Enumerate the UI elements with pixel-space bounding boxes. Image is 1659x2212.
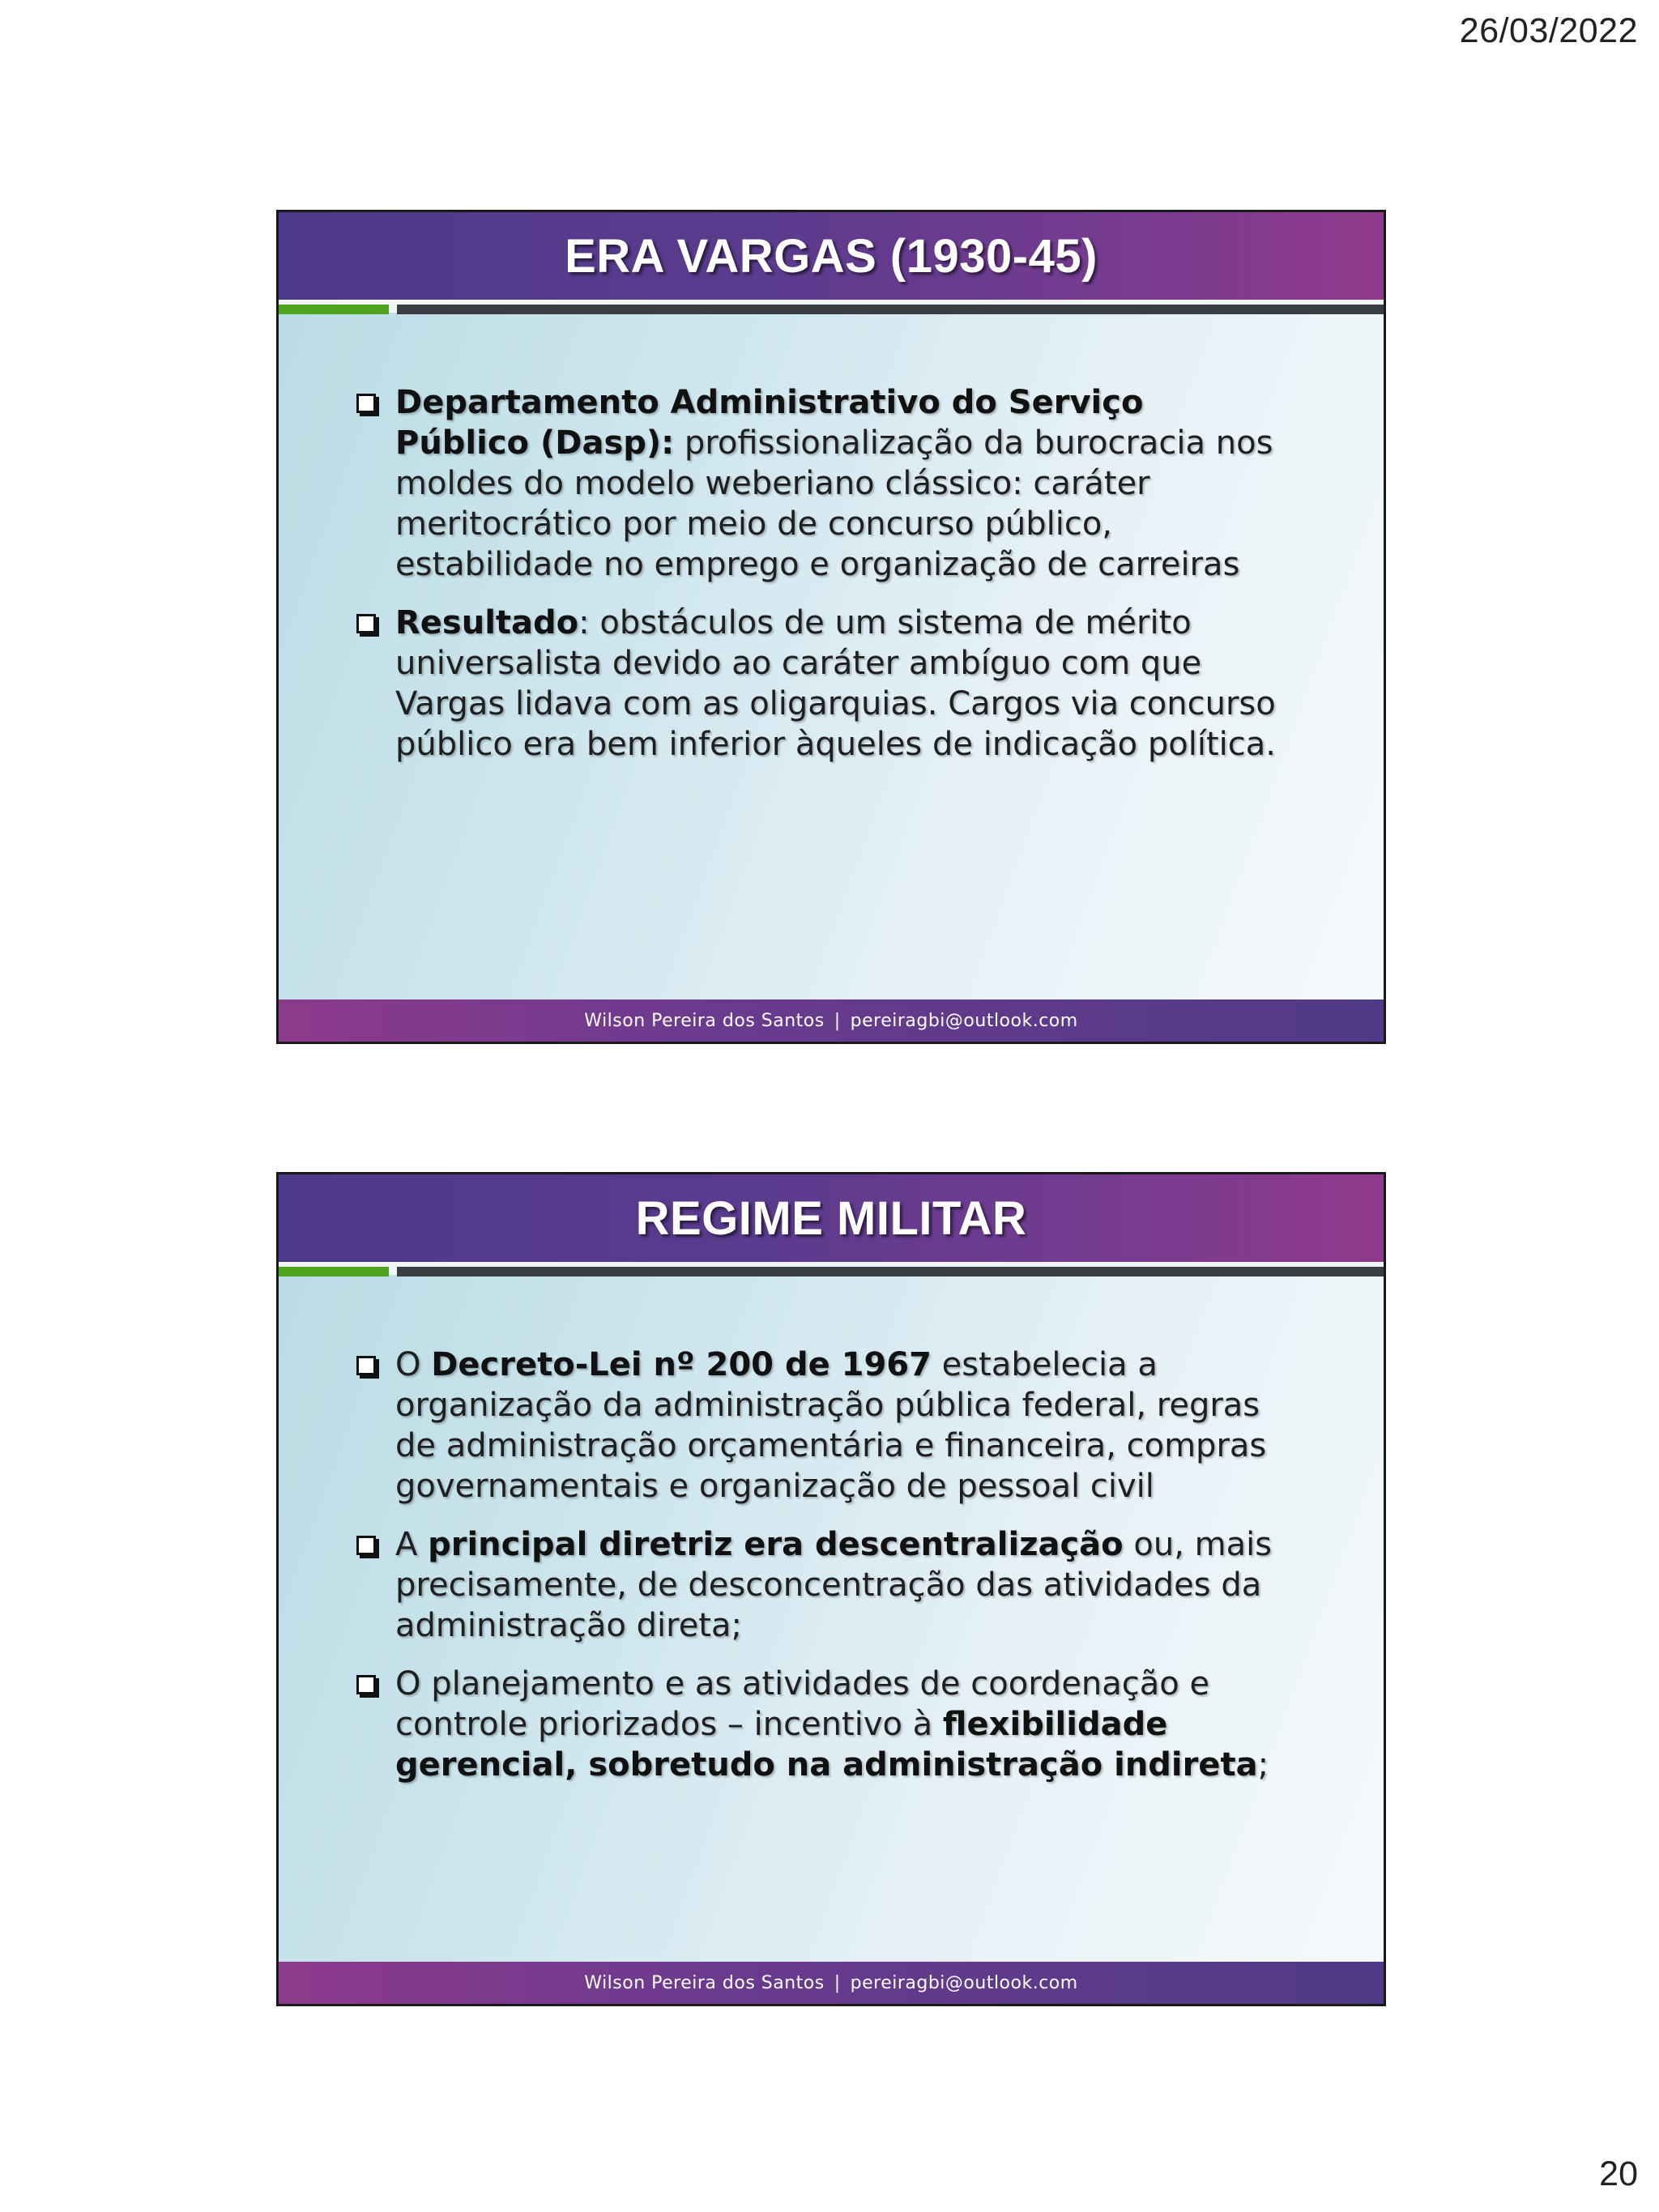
slide-era-vargas — [276, 210, 1386, 1044]
bullet-pre-text: O — [395, 1346, 432, 1383]
slide-footer — [279, 1962, 1384, 2004]
accent-green-bar — [279, 1267, 389, 1276]
page-number: 20 — [1599, 2154, 1638, 2193]
accent-gray-bar — [397, 305, 1384, 314]
slide-regime-militar — [276, 1172, 1386, 2006]
page-date: 26/03/2022 — [1459, 11, 1638, 50]
bullet-bold-text: Resultado — [395, 604, 579, 641]
accent-green-bar — [279, 305, 389, 314]
slide-body — [355, 1345, 1278, 1803]
bullet-bold-text: flexibilidade gerencial, sobretudo na administração indireta — [395, 1706, 1258, 1784]
bullet-item — [355, 603, 1278, 765]
checkbox-bullet-icon — [356, 394, 376, 413]
bullet-pre-text: A — [395, 1526, 429, 1563]
slide-header — [279, 1174, 1384, 1262]
footer-email: pereiragbi@outlook.com — [850, 1010, 1078, 1031]
slide-footer — [279, 999, 1384, 1042]
footer-separator: | — [834, 1010, 841, 1031]
checkbox-bullet-icon — [356, 1536, 376, 1555]
bullet-item — [355, 1664, 1278, 1785]
bullet-text: ; — [1257, 1746, 1269, 1784]
bullet-item — [355, 1345, 1278, 1507]
footer-author: Wilson Pereira dos Santos — [584, 1972, 825, 1993]
slide-title: ERA VARGAS (1930-45) — [565, 229, 1098, 283]
footer-author: Wilson Pereira dos Santos — [584, 1010, 825, 1031]
checkbox-bullet-icon — [356, 1356, 376, 1375]
checkbox-bullet-icon — [356, 614, 376, 633]
footer-email: pereiragbi@outlook.com — [850, 1972, 1078, 1993]
bullet-text: estabelecia a organização da administração pública federal, regras de administração orçamentária e financeira, compras governamentais e organização de pessoal civil — [395, 1346, 1267, 1505]
bullet-bold-text: Departamento Administrativo do Serviço Público (Dasp): — [395, 384, 1144, 462]
bullet-text: : obstáculos de um sistema de mérito universalista devido ao caráter ambíguo com que Vargas lidava com as oligarquias. Cargos via concurso público era bem inferior àqueles de indicação política. — [395, 604, 1276, 763]
bullet-item — [355, 382, 1278, 585]
bullet-text: ou, mais precisamente, de desconcentração das atividades da administração direta; — [395, 1526, 1273, 1644]
bullet-pre-text: O planejamento e as atividades de coordenação e controle priorizados – incentivo à — [395, 1665, 1210, 1743]
slide-title: REGIME MILITAR — [635, 1191, 1027, 1245]
bullet-text: profissionalização da burocracia nos moldes do modelo weberiano clássico: caráter meritocrático por meio de concurso público, estabilidade no emprego e organização de carreiras — [395, 424, 1273, 583]
footer-separator: | — [834, 1972, 841, 1993]
bullet-item — [355, 1524, 1278, 1646]
checkbox-bullet-icon — [356, 1675, 376, 1694]
accent-gray-bar — [397, 1267, 1384, 1276]
bullet-bold-text: principal diretriz era descentralização — [428, 1526, 1124, 1563]
slide-body — [355, 382, 1278, 782]
bullet-bold-text: Decreto-Lei nº 200 de 1967 — [431, 1346, 932, 1383]
slide-header — [279, 212, 1384, 300]
